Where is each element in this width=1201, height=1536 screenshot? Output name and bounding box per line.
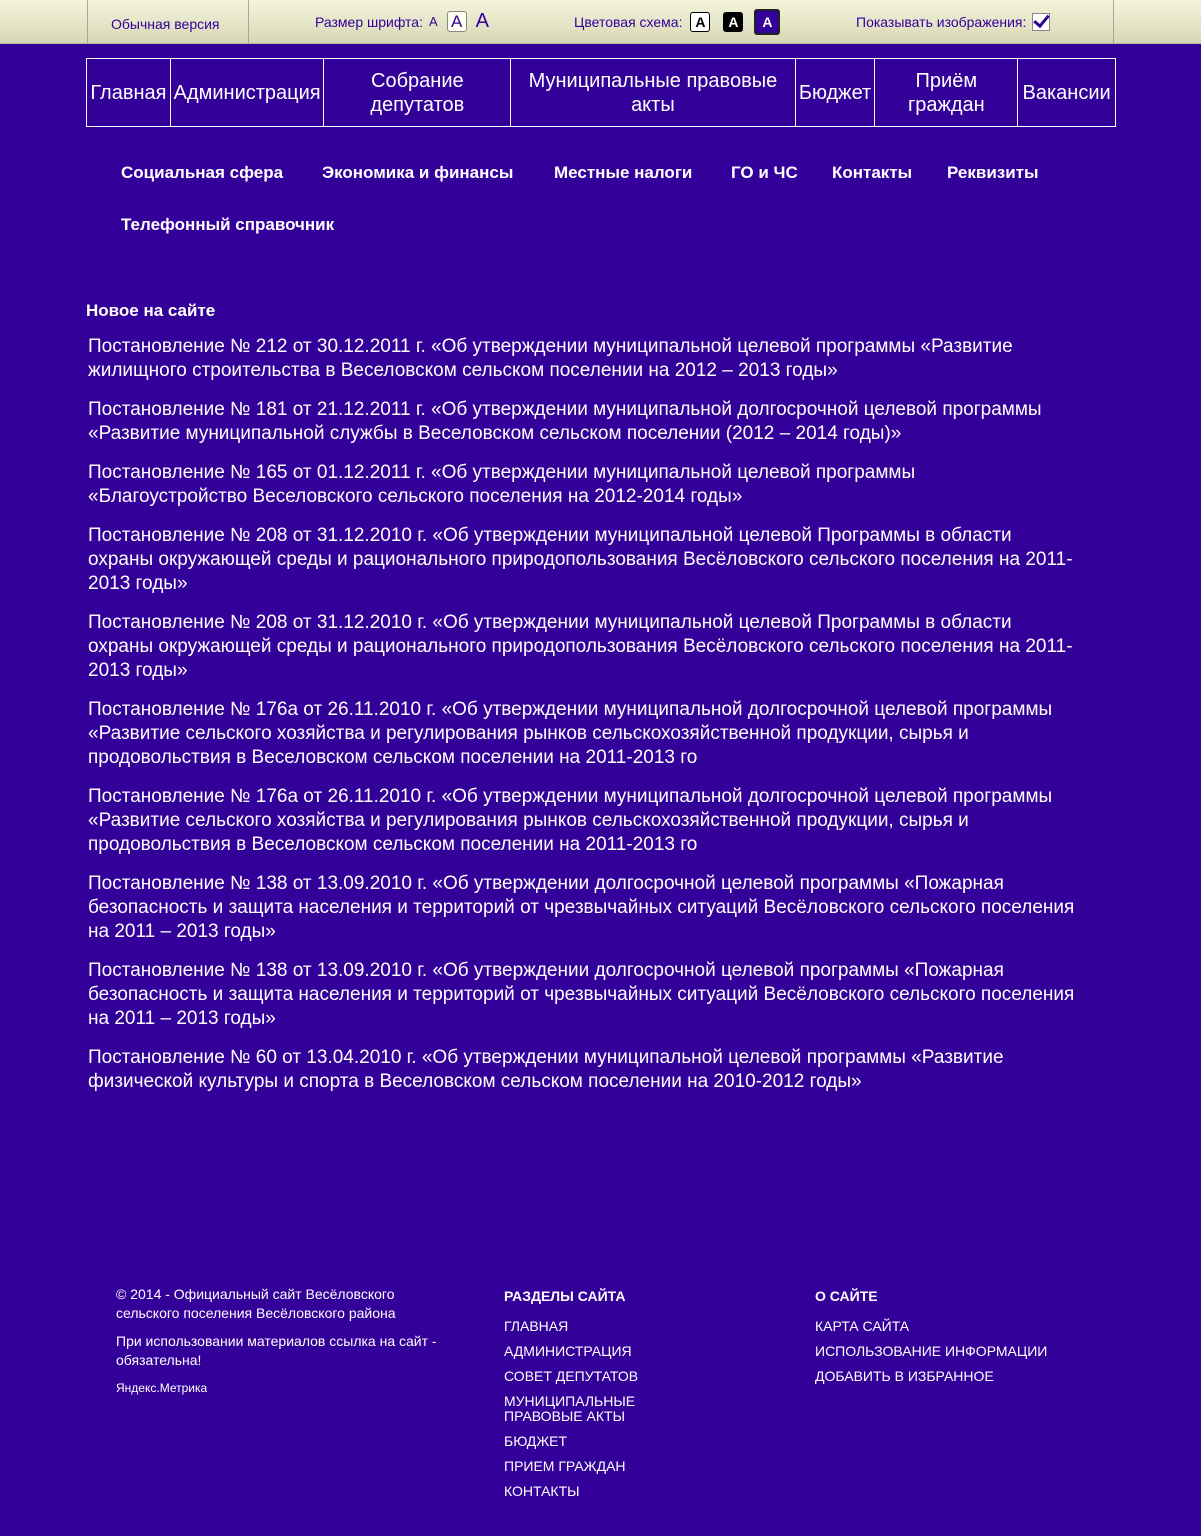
divider: [87, 0, 88, 43]
news-item[interactable]: Постановление № 208 от 31.12.2010 г. «Об утверждении муниципальной целевой Программы в области охраны окружающей среды и рационального природопользования Весёловского сельского поселения на 2011-2013 годы»: [88, 525, 1073, 594]
nav-item-legal-acts[interactable]: [511, 59, 795, 126]
nav-item-home[interactable]: [87, 59, 171, 126]
news-item[interactable]: Постановление № 208 от 31.12.2010 г. «Об утверждении муниципальной целевой Программы в области охраны окружающей среды и рационального природопользования Весёловского сельского поселения на 2011-2013 годы»: [88, 612, 1073, 681]
nav-item-budget[interactable]: [796, 59, 876, 126]
footer-link-legal-acts[interactable]: МУНИЦИПАЛЬНЫЕ ПРАВОВЫЕ АКТЫ: [504, 1393, 636, 1424]
font-size-large-button[interactable]: A: [475, 10, 490, 32]
news-item[interactable]: Постановление № 138 от 13.09.2010 г. «Об утверждении долгосрочной целевой программы «Пожарная безопасность и защита населения и территорий от чрезвычайных ситуаций Весёловского сельского поселения на 2011 – 2013 годы»: [88, 873, 1075, 942]
footer-link-home[interactable]: ГЛАВНАЯ: [504, 1318, 569, 1334]
divider: [248, 0, 249, 43]
font-size-small-button[interactable]: A: [429, 14, 438, 29]
color-scheme-black-button[interactable]: A: [723, 12, 743, 32]
footer-link-reception[interactable]: ПРИЕМ ГРАЖДАН: [504, 1458, 626, 1474]
footer-link-budget[interactable]: БЮДЖЕТ: [504, 1433, 568, 1449]
accessibility-bar: [0, 0, 1201, 44]
news-item[interactable]: Постановление № 181 от 21.12.2011 г. «Об утверждении муниципальной долгосрочной целевой программы «Развитие муниципальной службы в Веселовском сельском поселении (2012 – 2014 годы)»: [88, 399, 1042, 444]
footer-link-usage[interactable]: ИСПОЛЬЗОВАНИЕ ИНФОРМАЦИИ: [815, 1343, 1048, 1359]
subnav-social[interactable]: Социальная сфера: [121, 163, 284, 182]
subnav-contacts[interactable]: Контакты: [832, 163, 913, 182]
divider: [1113, 0, 1114, 43]
normal-version-link[interactable]: [111, 2, 220, 45]
news-item[interactable]: Постановление № 165 от 01.12.2011 г. «Об утверждении муниципальной целевой программы «Благоустройство Веселовского сельского поселения на 2012-2014 годы»: [88, 462, 916, 507]
color-scheme-white-button[interactable]: A: [690, 12, 710, 32]
color-scheme-blue-button[interactable]: A: [754, 9, 780, 35]
footer-info: [116, 1285, 456, 1407]
main-navigation: [86, 58, 1116, 127]
show-images-checkbox[interactable]: [1032, 13, 1050, 31]
font-size-control: [315, 0, 489, 43]
subnav-taxes[interactable]: Местные налоги: [554, 163, 693, 182]
nav-label: Собрание депутатов: [370, 69, 465, 116]
footer-link-contacts[interactable]: КОНТАКТЫ: [504, 1483, 580, 1499]
footer-about: [815, 1287, 1075, 1394]
show-images-control: [856, 0, 1050, 43]
nav-label: Бюджет: [798, 81, 872, 104]
nav-item-administration[interactable]: [171, 59, 325, 126]
footer-link-administration[interactable]: АДМИНИСТРАЦИЯ: [504, 1343, 632, 1359]
subnav-requisites[interactable]: Реквизиты: [947, 163, 1039, 182]
footer-link-sitemap[interactable]: КАРТА САЙТА: [815, 1318, 910, 1334]
news-item[interactable]: Постановление № 212 от 30.12.2011 г. «Об утверждении муниципальной целевой программы «Развитие жилищного строительства в Веселовском сельском поселении на 2012 – 2013 годы»: [88, 336, 1013, 381]
news-item[interactable]: Постановление № 138 от 13.09.2010 г. «Об утверждении долгосрочной целевой программы «Пожарная безопасность и защита населения и территорий от чрезвычайных ситуаций Весёловского сельского поселения на 2011 – 2013 годы»: [88, 960, 1075, 1029]
nav-label: Администрация: [173, 81, 321, 104]
footer-about-title: О САЙТЕ: [815, 1288, 878, 1304]
subnav-civil-defense[interactable]: ГО и ЧС: [731, 163, 798, 182]
color-scheme-label: Цветовая схема:: [574, 13, 683, 30]
normal-version-label: Обычная версия: [111, 15, 220, 32]
nav-item-vacancies[interactable]: [1018, 59, 1115, 126]
news-section-title: Новое на сайте: [86, 301, 216, 320]
font-size-medium-button[interactable]: A: [447, 11, 467, 32]
news-item[interactable]: Постановление № 176а от 26.11.2010 г. «Об утверждении муниципальной долгосрочной целевой программы «Развитие сельского хозяйства и регулирования рынков сельскохозяйственной продукции, сырья и продовольствия в Веселовском сельском поселении на 2011-2013 го: [88, 786, 1053, 855]
footer-sections: [504, 1287, 664, 1509]
nav-label: Вакансии: [1022, 81, 1111, 104]
nav-label: Приём граждан: [907, 69, 985, 116]
footer-link-bookmark[interactable]: ДОБАВИТЬ В ИЗБРАННОЕ: [815, 1368, 994, 1384]
usage-notice: При использовании материалов ссылка на сайт - обязательна!: [116, 1333, 437, 1368]
yandex-metrika-link[interactable]: Яндекс.Метрика: [116, 1381, 208, 1395]
subnav-phonebook[interactable]: Телефонный справочник: [121, 215, 335, 234]
nav-label: Муниципальные правовые акты: [528, 69, 778, 116]
footer-link-deputies[interactable]: СОВЕТ ДЕПУТАТОВ: [504, 1368, 639, 1384]
news-list: [88, 335, 1078, 1109]
subnav-economy[interactable]: Экономика и финансы: [322, 163, 514, 182]
news-item[interactable]: Постановление № 176а от 26.11.2010 г. «Об утверждении муниципальной долгосрочной целевой программы «Развитие сельского хозяйства и регулирования рынков сельскохозяйственной продукции, сырья и продовольствия в Веселовском сельском поселении на 2011-2013 го: [88, 699, 1053, 768]
footer-sections-title: РАЗДЕЛЫ САЙТА: [504, 1288, 626, 1304]
nav-item-deputies[interactable]: [324, 59, 511, 126]
nav-item-reception[interactable]: [875, 59, 1018, 126]
news-item[interactable]: Постановление № 60 от 13.04.2010 г. «Об утверждении муниципальной целевой программы «Развитие физической культуры и спорта в Веселовском сельском поселении на 2010-2012 годы»: [88, 1047, 1004, 1092]
copyright-text: © 2014 - Официальный сайт Весёловского сельского поселения Весёловского района: [116, 1286, 396, 1321]
color-scheme-control: [574, 0, 780, 43]
nav-label: Главная: [90, 81, 167, 104]
font-size-label: Размер шрифта:: [315, 13, 423, 30]
show-images-label: Показывать изображения:: [856, 13, 1027, 30]
